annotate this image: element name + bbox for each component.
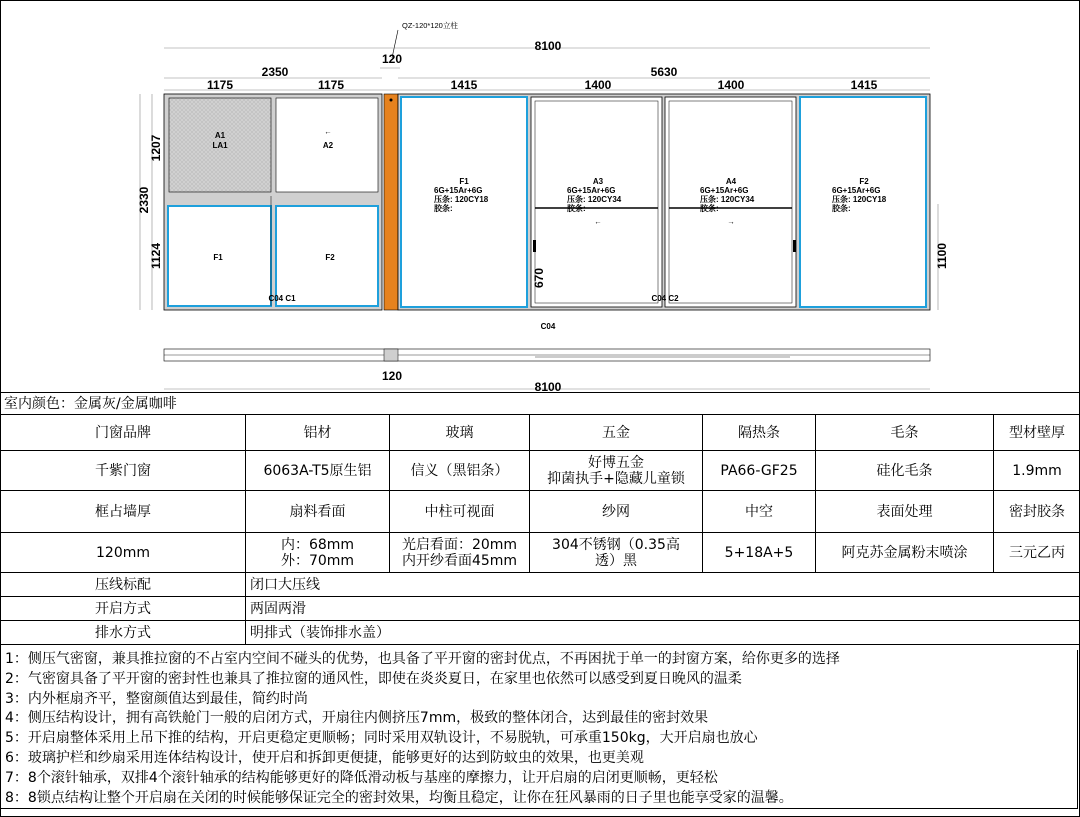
value-frame-depth: 120mm (1, 533, 246, 573)
value-sash-face: 内：68mm 外：70mm (246, 533, 390, 573)
header-sash-face: 扇料看面 (246, 491, 390, 533)
svg-text:F1: F1 (459, 177, 469, 186)
right-segment-4: 1415 (850, 78, 878, 92)
panel-a1: A1 (214, 131, 226, 140)
window-elevation-drawing (0, 0, 1080, 392)
value-glass: 信义（黑铝条） (390, 451, 530, 491)
value-seal: 三元乙丙 (994, 533, 1080, 573)
left-height-total: 2330 (137, 186, 151, 214)
spec-header-row-1 (1, 415, 1080, 451)
svg-text:压条: 120CY18: 压条: 120CY18 (434, 195, 489, 204)
header-glass: 玻璃 (390, 415, 530, 451)
label-c04-c1: C04 C1 (268, 294, 296, 303)
value-hollow: 5+18A+5 (703, 533, 816, 573)
note-6: 6：玻璃护栏和纱扇采用连体结构设计，使开启和拆卸更便捷，能够更好的达到防蚊虫的效果，也更美观 (5, 749, 644, 766)
value-mullion-face: 光启看面：20mm 内开纱看面45mm (390, 533, 530, 573)
right-height: 1100 (935, 242, 949, 270)
header-surface: 表面处理 (816, 491, 994, 533)
header-weather-strip: 毛条 (816, 415, 994, 451)
header-seal: 密封胶条 (994, 491, 1080, 533)
spec-extra-row-3 (1, 621, 1080, 645)
svg-text:6G+15Ar+6G: 6G+15Ar+6G (832, 186, 881, 195)
note-3: 3：内外框扇齐平，整窗颜值达到最佳，简约时尚 (5, 690, 308, 707)
header-aluminum: 铝材 (246, 415, 390, 451)
svg-text:胶条:: 胶条: (434, 204, 453, 213)
svg-text:6G+15Ar+6G: 6G+15Ar+6G (567, 186, 616, 195)
svg-text:6G+15Ar+6G: 6G+15Ar+6G (700, 186, 749, 195)
value-aluminum: 6063A-T5原生铝 (246, 451, 390, 491)
left-group-width: 2350 (261, 65, 289, 79)
label-opening: 开启方式 (1, 597, 246, 621)
column-label: QZ-120*120立柱 (402, 21, 458, 30)
svg-text:胶条:: 胶条: (832, 204, 851, 213)
spec-header-row-2 (1, 491, 1080, 533)
note-5: 5：开启扇整体采用上吊下推的结构，开启更稳定更顺畅；同时采用双轨设计，不易脱轨，可承重150kg，大开启扇也放心 (5, 730, 758, 747)
panel-f2-left: F2 (325, 253, 335, 262)
svg-text:A3: A3 (592, 177, 604, 186)
spec-value-row-2 (1, 533, 1080, 573)
header-hardware: 五金 (530, 415, 703, 451)
sash-handle-height: 670 (532, 267, 546, 289)
header-frame-depth: 框占墙厚 (1, 491, 246, 533)
value-thermal-strip: PA66-GF25 (703, 451, 816, 491)
right-group-width: 5630 (650, 65, 678, 79)
right-segment-2: 1400 (584, 78, 612, 92)
feature-notes (0, 650, 1078, 809)
svg-text:→: → (727, 217, 735, 226)
header-hollow: 中空 (703, 491, 816, 533)
value-brand: 千紫门窗 (1, 451, 246, 491)
svg-text:压条: 120CY34: 压条: 120CY34 (567, 195, 622, 204)
right-segment-3: 1400 (717, 78, 745, 92)
panel-la1: LA1 (212, 141, 228, 150)
total-width-top: 8100 (534, 39, 562, 53)
value-bead: 闭口大压线 (246, 573, 1080, 597)
left-height-lower: 1124 (149, 242, 163, 270)
right-segment-1: 1415 (450, 78, 478, 92)
svg-text:6G+15Ar+6G: 6G+15Ar+6G (434, 186, 483, 195)
note-7: 7：8个滚针轴承，双排4个滚针轴承的结构能够更好的降低滑动板与基座的摩擦力，让开启扇的启闭更顺畅，更轻松 (5, 769, 718, 786)
total-width-bottom: 8100 (534, 380, 562, 392)
svg-text:胶条:: 胶条: (567, 204, 586, 213)
spec-table (0, 414, 1080, 645)
header-brand: 门窗品牌 (1, 415, 246, 451)
panel-f1-left: F1 (213, 253, 223, 262)
mullion-width-bottom: 120 (381, 369, 403, 383)
header-wall-thickness: 型材壁厚 (994, 415, 1080, 451)
svg-text:←: ← (324, 127, 332, 136)
header-thermal-strip: 隔热条 (703, 415, 816, 451)
note-4: 4：侧压结构设计，拥有高铁舱门一般的启闭方式，开扇往内侧挤压7mm，极致的整体闭合，达到最佳的密封效果 (5, 710, 709, 727)
label-c04: C04 (540, 322, 556, 331)
value-drainage: 明排式（装饰排水盖） (246, 621, 1080, 645)
left-height-upper: 1207 (149, 134, 163, 162)
label-drainage: 排水方式 (1, 621, 246, 645)
label-c04-c2: C04 C2 (651, 294, 679, 303)
svg-text:←: ← (594, 217, 602, 226)
svg-text:压条: 120CY18: 压条: 120CY18 (832, 195, 887, 204)
spec-extra-row-1 (1, 573, 1080, 597)
value-wall-thickness: 1.9mm (994, 451, 1080, 491)
value-hardware: 好博五金 抑菌执手+隐藏儿童锁 (530, 451, 703, 491)
value-screen: 304不锈钢（0.35高 透）黑 (530, 533, 703, 573)
mullion-width-top: 120 (381, 52, 403, 66)
panel-a2: A2 (322, 141, 334, 150)
value-opening: 两固两滑 (246, 597, 1080, 621)
spec-value-row-1 (1, 451, 1080, 491)
value-surface: 阿克苏金属粉末喷涂 (816, 533, 994, 573)
spec-sheet (0, 414, 1080, 645)
left-segment-1: 1175 (206, 78, 234, 92)
label-bead: 压线标配 (1, 573, 246, 597)
svg-text:压条: 120CY34: 压条: 120CY34 (700, 195, 755, 204)
svg-text:A4: A4 (725, 177, 737, 186)
value-weather-strip: 硅化毛条 (816, 451, 994, 491)
header-screen: 纱网 (530, 491, 703, 533)
note-8: 8：8锁点结构让整个开启扇在关闭的时候能够保证完全的密封效果，均衡且稳定，让你在狂风暴雨的日子里也能享受家的温馨。 (5, 789, 793, 806)
left-segment-2: 1175 (317, 78, 345, 92)
indoor-color: 室内颜色：金属灰/金属咖啡 (0, 392, 1080, 414)
note-2: 2：气密窗具备了平开窗的密封性也兼具了推拉窗的通风性，即使在炎炎夏日，在家里也依然可以感受到夏日晚风的温柔 (5, 670, 742, 687)
svg-text:胶条:: 胶条: (700, 204, 719, 213)
note-1: 1：侧压气密窗，兼具推拉窗的不占室内空间不碰头的优势，也具备了平开窗的密封优点，不再困扰于单一的封窗方案，给你更多的选择 (5, 651, 840, 667)
spec-extra-row-2 (1, 597, 1080, 621)
svg-text:F2: F2 (859, 177, 869, 186)
header-mullion-face: 中柱可视面 (390, 491, 530, 533)
